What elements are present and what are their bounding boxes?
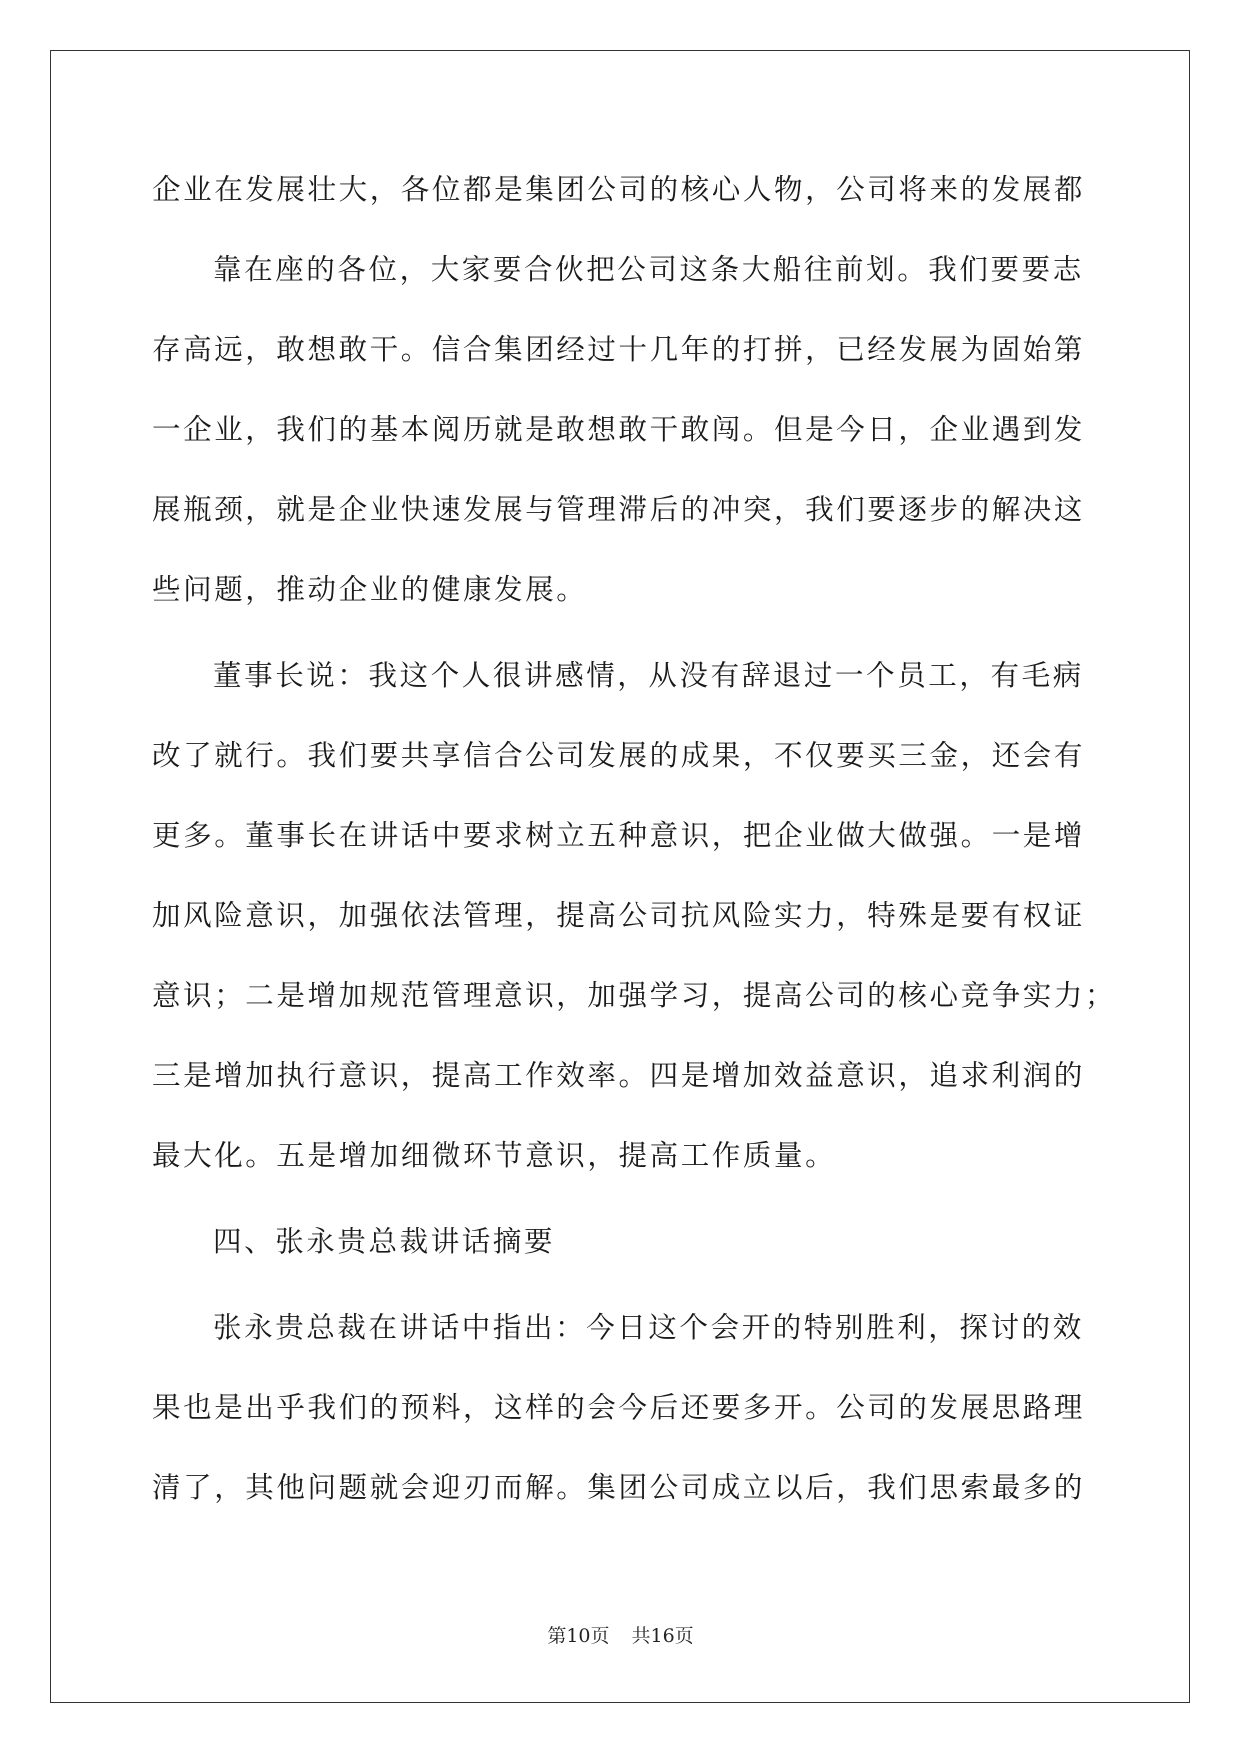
text-line-3: 存高远，敢想敢干。信合集团经过十几年的打拼，已经发展为固始第 bbox=[152, 333, 1086, 366]
text-line-17: 清了，其他问题就会迎刃而解。集团公司成立以后，我们思索最多的 bbox=[152, 1471, 1086, 1504]
text-line-1: 企业在发展壮大，各位都是集团公司的核心人物，公司将来的发展都 bbox=[152, 173, 1086, 206]
text-line-7: 董事长说：我这个人很讲感情，从没有辞退过一个员工，有毛病 bbox=[213, 659, 1084, 692]
text-line-5: 展瓶颈，就是企业快速发展与管理滞后的冲突，我们要逐步的解决这 bbox=[152, 493, 1086, 526]
section-heading: 四、张永贵总裁讲话摘要 bbox=[213, 1225, 556, 1258]
page-footer bbox=[0, 1624, 1241, 1648]
text-line-9: 更多。董事长在讲话中要求树立五种意识，把企业做大做强。一是增 bbox=[152, 819, 1086, 852]
text-line-2: 靠在座的各位，大家要合伙把公司这条大船往前划。我们要要志 bbox=[213, 253, 1084, 286]
text-line-4: 一企业，我们的基本阅历就是敢想敢干敢闯。但是今日，企业遇到发 bbox=[152, 413, 1086, 446]
page-number: 第10页 bbox=[547, 1625, 610, 1647]
text-line-16: 果也是出乎我们的预料，这样的会今后还要多开。公司的发展思路理 bbox=[152, 1391, 1086, 1424]
text-line-10: 加风险意识，加强依法管理，提高公司抗风险实力，特殊是要有权证 bbox=[152, 899, 1086, 932]
text-line-15: 张永贵总裁在讲话中指出：今日这个会开的特别胜利，探讨的效 bbox=[213, 1311, 1084, 1344]
text-line-12: 三是增加执行意识，提高工作效率。四是增加效益意识，追求利润的 bbox=[152, 1059, 1086, 1092]
text-line-6: 些问题，推动企业的健康发展。 bbox=[152, 573, 588, 606]
page-border bbox=[50, 50, 1190, 1703]
text-line-8: 改了就行。我们要共享信合公司发展的成果，不仅要买三金，还会有 bbox=[152, 739, 1086, 772]
page-total: 共16页 bbox=[631, 1625, 694, 1647]
text-line-13: 最大化。五是增加细微环节意识，提高工作质量。 bbox=[152, 1139, 837, 1172]
text-line-11: 意识；二是增加规范管理意识，加强学习，提高公司的核心竞争实力； bbox=[152, 979, 1117, 1012]
